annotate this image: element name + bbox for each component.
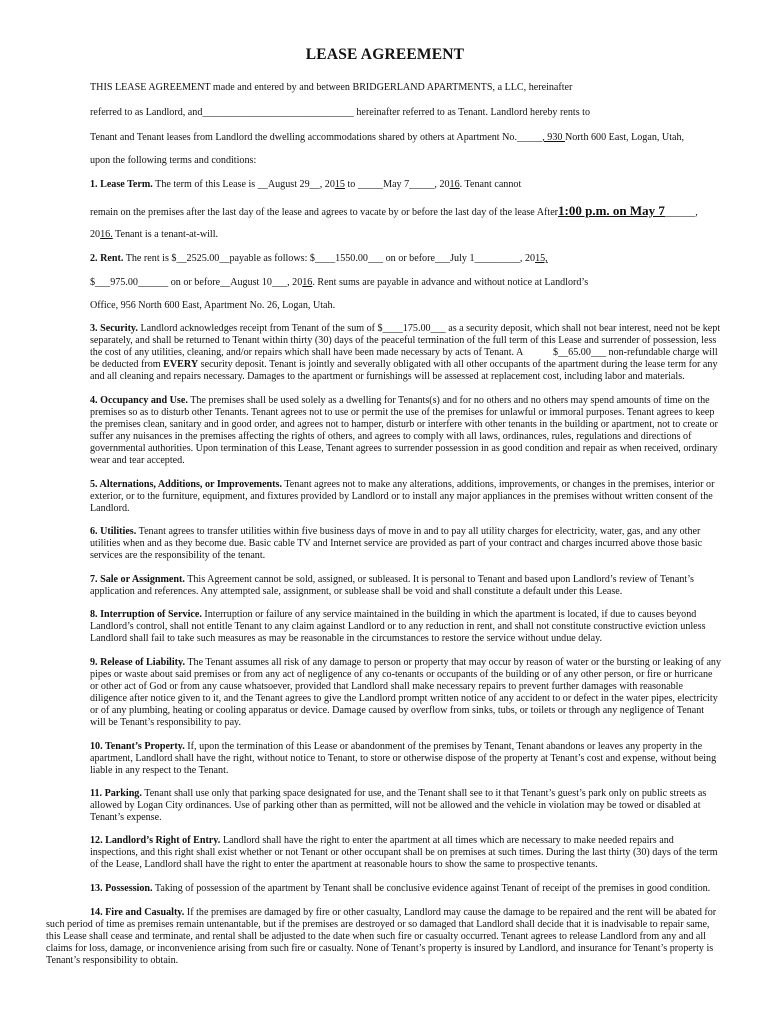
section-text: ______ [664, 207, 696, 218]
section-text: $ [90, 277, 96, 288]
section-text: Office, 956 North 600 East, Apartment No. 26, Logan, Utah. [90, 300, 336, 311]
section-possession [90, 883, 722, 895]
section-text: The premises shall be used solely as a dwelling for Tenants(s) and for no others and no others may spend amounts of time on the premises so as to disturb other Tenants. Tenant agrees not to use or permit the use of the premises for unlawful or immoral purposes. Tenant agrees to keep the premises clean, sanitary and in good order, and agrees not to hamper, disturb or interfere with other tenants in the building or apartment, not to create or suffer any nuisances in the premises affecting the rights of others, and agrees to comply with all laws, ordinances, rules, regulations and directions of governmental authorities. Upon termination of this Lease, Tenant agrees to surrender possession in as good condition and repair as when received, ordinary wear and tear accepted. [90, 395, 718, 467]
apartment-number-field[interactable]: _____ [516, 132, 543, 143]
rent-line-3 [90, 300, 335, 312]
section-tenant-property [90, 741, 722, 777]
vacate-time-field[interactable]: 1:00 p.m. on May 7 [558, 203, 665, 218]
section-heading: 4. Occupancy and Use. [90, 395, 188, 406]
section-utilities [90, 526, 722, 562]
vacate-year-field[interactable]: 16. [100, 229, 113, 240]
section-right-of-entry [90, 835, 722, 871]
section-text: to [344, 179, 358, 190]
first-payment-date-field[interactable]: ___July 1_________ [434, 253, 520, 264]
section-parking [90, 788, 722, 824]
section-heading: 3. Security. [90, 323, 138, 334]
section-text: The term of this Lease is [152, 179, 258, 190]
section-text: This Agreement cannot be sold, assigned, or subleased. It is personal to Tenant and based upon Landlord’s review of Tenant’s application and references. Any attempted sale, assignment, or sublease shall be void and shall constitute a default under this Lease. [90, 574, 694, 598]
lease-start-field[interactable]: __August 29__ [257, 179, 320, 190]
section-text: payable as follows: $ [229, 253, 315, 264]
section-security [90, 323, 722, 383]
section-heading: 8. Interruption of Service. [90, 609, 202, 620]
rent-line-2 [90, 277, 588, 289]
section-text: The rent is $ [123, 253, 177, 264]
section-text: , 20 [519, 253, 536, 264]
rent-line-1 [90, 253, 548, 265]
intro-text: North 600 East, Logan, Utah, [564, 132, 685, 143]
intro-line-2 [90, 107, 590, 119]
lease-end-field[interactable]: _____May 7_____ [357, 179, 435, 190]
section-text: , 20 [287, 277, 303, 288]
address-number: , 930 [542, 132, 565, 143]
section-occupancy [90, 395, 722, 468]
section-heading: 13. Possession. [90, 883, 153, 894]
section-heading: 10. Tenant’s Property. [90, 741, 185, 752]
section-text: remain on the premises after the last day of the lease and agrees to vacate by or before the last day of the lease After [90, 207, 559, 218]
section-text: as a security deposit, which shall not bear interest, need not be kept separately, and shall be returned to Tenant within thirty (30) days of the peaceful termination of the full term of this Lease and surrender of possession, less the cost of any utilities, cleaning, and/or repairs which shall have been made necessary by acts of Tenant. A [90, 323, 721, 359]
section-text: Taking of possession of the apartment by Tenant shall be conclusive evidence against Tenant of receipt of the premises in good condition. [152, 883, 711, 894]
section-heading: 11. Parking. [90, 788, 142, 799]
section-text: . Rent sums are payable in advance and without notice at Landlord’s [312, 277, 589, 288]
section-text: Tenant shall use only that parking space designated for use, and the Tenant shall see to it that Tenant’s guest’s park only on public streets as allowed by Logan City ordinances. Use of parking other than as permitted, will not be allowed and the vehicle in violation may be towed or disabled at Tenant’s expense. [90, 788, 707, 824]
section-heading: 9. Release of Liability. [90, 657, 186, 668]
section-release-liability [90, 657, 722, 730]
second-payment-field[interactable]: ___975.00______ [95, 277, 169, 288]
section-heading: 14. Fire and Casualty. [90, 907, 185, 918]
section-text: If the premises are damaged by fire or other casualty, Landlord may cause the damage to be repaired and the rent will be abated for such period of time as premises remain untenantable, but if the premises are destroyed or so damaged that Landlord shall decide that it is inadvisable to repair same, this Lease shall cease and terminate, and rental shall be adjusted to the date when such fire or casualty occurred. Tenant agrees to release Landlord from any and all claims for loss, damage, or inconvenience arising from such fire or casualty. None of Tenant’s property is insured by Landlord, and insurance for Tenant’s property is Tenant’s responsibility to obtain. [46, 907, 717, 967]
emphasis-text: EVERY [163, 359, 199, 371]
section-text: Tenant agrees not to make any alterations, additions, improvements, or changes in the premises, interior or exterior, or to the furniture, equipment, and fixtures provided by Landlord or to install any major appliances in the premises without written consent of the Landlord. [90, 479, 715, 515]
section-heading: 5. Alternations, Additions, or Improvements. [90, 479, 282, 490]
intro-text: referred to as Landlord, and [90, 107, 203, 118]
lease-end-year[interactable]: 16 [449, 179, 460, 190]
nonrefundable-fee-field[interactable]: __65.00___ [558, 347, 607, 359]
section-alterations [90, 479, 722, 515]
section-text: , [695, 207, 698, 218]
first-payment-year[interactable]: 15, [535, 253, 548, 264]
section-text: Interruption or failure of any service maintained in the building in which the apartment is located, if due to causes beyond Landlord’s control, shall not entitle Tenant to any claim against Landlord or to any reduction in rent, and shall not constitute constructive eviction unless Landlord shall fail to take such measures as may be reasonable in the circumstances to restore the service without undue delay. [90, 609, 706, 645]
intro-line-1 [90, 82, 572, 94]
section-text: on or before [168, 277, 221, 288]
document-title: LEASE AGREEMENT [305, 46, 465, 63]
lease-term-line-3 [90, 229, 218, 241]
section-text: security deposit. Tenant is jointly and severally obligated with all other occupants of the apartment during the lease term for any and all cleaning and repairs necessary. Damages to the apartment or furnishings will be assessed at replacement cost, including labor and materials. [90, 359, 718, 383]
section-heading: 12. Landlord’s Right of Entry. [90, 835, 221, 846]
intro-text: hereinafter referred to as Tenant. Landlord hereby rents to [353, 107, 590, 118]
section-heading: 6. Utilities. [90, 526, 137, 537]
section-fire-casualty [46, 907, 722, 967]
section-sale-assignment [90, 574, 722, 598]
section-text: . Tenant cannot [459, 179, 522, 190]
section-heading: 1. Lease Term. [90, 179, 153, 190]
section-text: If, upon the termination of this Lease or abandonment of the premises by Tenant, Tenant abandons or leaves any property in the apartment, Landlord shall have the right, without notice to Tenant, to store or otherwise dispose of the property at Tenant’s cost and expense, without being liable in any respect to the Tenant. [90, 741, 717, 777]
section-text: Landlord acknowledges receipt from Tenant of the sum of $ [137, 323, 383, 334]
second-payment-year[interactable]: 16 [302, 277, 313, 288]
intro-line-3 [90, 132, 684, 144]
section-text: 20 [90, 229, 101, 240]
section-text: on or before [383, 253, 435, 264]
intro-text: upon the following terms and conditions: [90, 155, 257, 166]
lease-term-line-2 [90, 204, 698, 220]
first-payment-field[interactable]: ____1550.00___ [314, 253, 384, 264]
section-text: , 20 [434, 179, 450, 190]
section-text: non-refundable charge will be deducted from [90, 347, 718, 371]
intro-text: THIS LEASE AGREEMENT made and entered by and between BRIDGERLAND APARTMENTS, a LLC, hereinafter [90, 82, 573, 93]
section-heading: 2. Rent. [90, 253, 124, 264]
section-interruption [90, 609, 722, 645]
second-payment-date-field[interactable]: __August 10___ [220, 277, 288, 288]
intro-text: Tenant and Tenant leases from Landlord the dwelling accommodations shared by others at Apartment No. [90, 132, 517, 143]
rent-total-field[interactable]: __2525.00__ [176, 253, 230, 264]
section-text: The Tenant assumes all risk of any damage to person or property that may occur by reason of water or the bursting or leaking of any pipes or waste about said premises or from any act of negligence of any co-tenants or occupants of the building or of any other person, or fire or hurricane or other act of God or from any cause whatsoever, provided that Landlord shall make necessary repairs to prevent further damages with reasonable diligence after notice given to it, and the Tenant agrees to give the Landlord prompt written notice of any accident to or defect in the water pipes, electricity or of any plumbing, heating or cooling apparatus or device. Damage caused by overflow from sinks, tubs, or toilets or through any negligence of Tenant will be Tenant’s responsibility to pay. [90, 657, 722, 729]
intro-line-4 [90, 155, 256, 167]
tenant-name-field[interactable]: ______________________________ [202, 107, 354, 118]
section-heading: 7. Sale or Assignment. [90, 574, 185, 585]
section-text: Tenant agrees to transfer utilities within five business days of move in and to pay all utility charges for electricity, water, gas, and any other utilities when and as they become due. Basic cable TV and Internet service are provided as part of your contract and charges incurred above those basic services are the responsibility of the tenant. [90, 526, 703, 562]
lease-start-year[interactable]: 15 [334, 179, 345, 190]
lease-term-line-1 [90, 179, 521, 191]
section-text: Landlord shall have the right to enter the apartment at all times which are necessary to make needed repairs and inspections, and this right shall exist whether or not Tenant or other occupant shall be on premises at such times. During the last thirty (30) days of the term of the Lease, Landlord shall have the right to enter the apartment at reasonable hours to show the same to prospective tenants. [90, 835, 718, 871]
security-deposit-field[interactable]: ____175.00___ [382, 323, 446, 334]
section-text: , 20 [319, 179, 335, 190]
section-text: Tenant is a tenant-at-will. [112, 229, 219, 240]
section-text: $ [522, 347, 559, 359]
